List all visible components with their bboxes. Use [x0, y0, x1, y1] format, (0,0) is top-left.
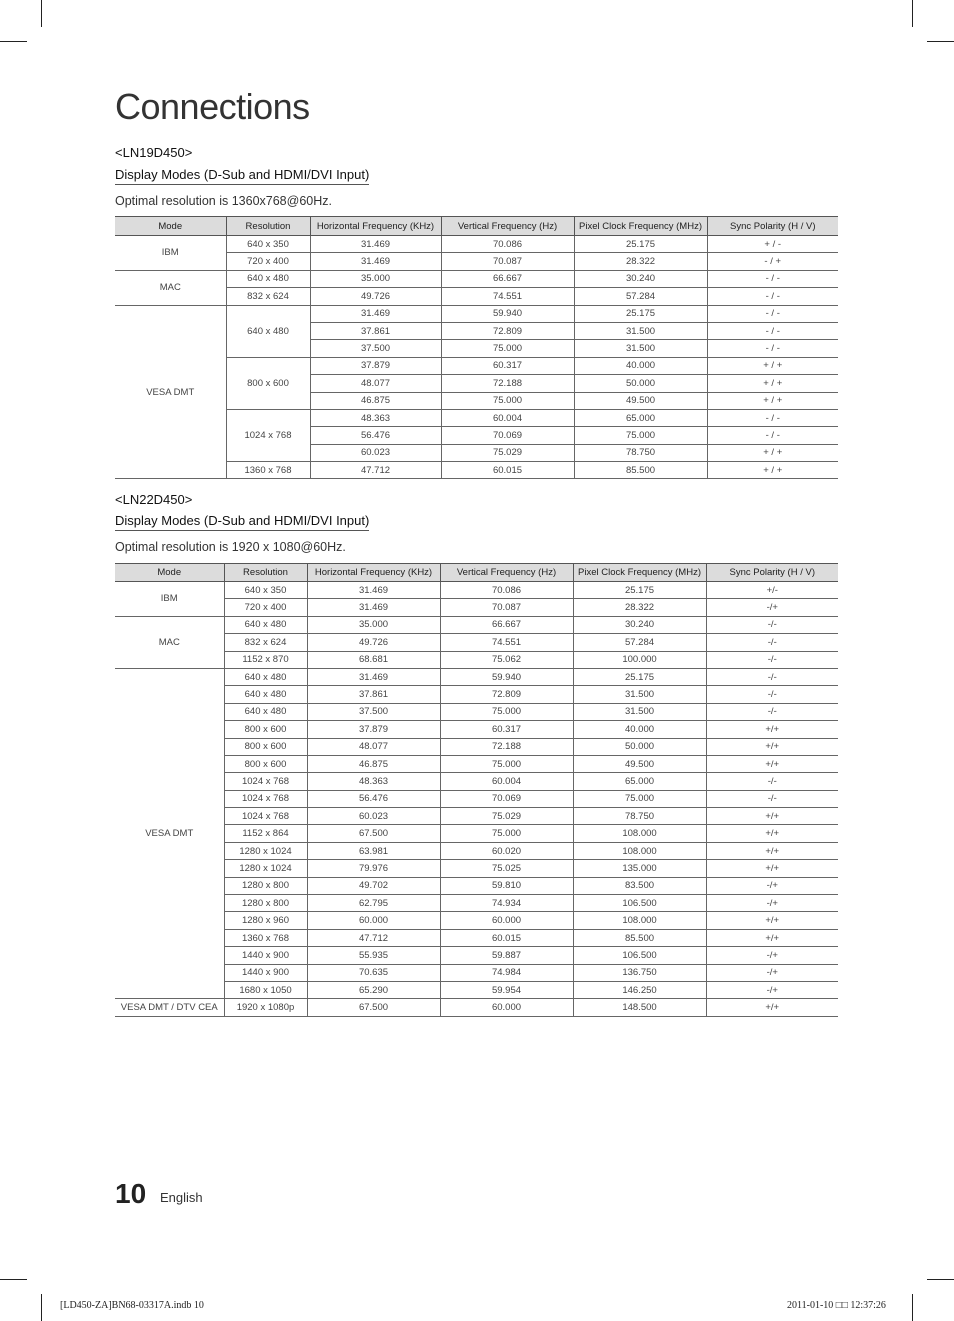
- table-header-row: [115, 217, 838, 236]
- sync-polarity-cell: + / +: [707, 357, 838, 374]
- pixel-clock-cell: 25.175: [573, 668, 706, 685]
- sync-polarity-cell: +/+: [706, 999, 838, 1016]
- sync-polarity-cell: - / -: [707, 340, 838, 357]
- vertical-frequency-cell: 75.025: [440, 860, 573, 877]
- vertical-frequency-cell: 72.809: [441, 322, 574, 339]
- pixel-clock-cell: 25.175: [574, 236, 707, 253]
- resolution-cell: 800 x 600: [224, 738, 307, 755]
- table-row: [115, 790, 838, 807]
- vertical-frequency-cell: 70.069: [440, 790, 573, 807]
- sync-polarity-cell: -/+: [706, 981, 838, 998]
- column-header: Pixel Clock Frequency (MHz): [573, 564, 706, 582]
- column-header: Horizontal Frequency (KHz): [310, 217, 441, 236]
- optimal-resolution-2: Optimal resolution is 1920 x 1080@60Hz.: [115, 540, 346, 554]
- resolution-cell: 640 x 350: [226, 236, 310, 253]
- pixel-clock-cell: 49.500: [573, 755, 706, 772]
- resolution-cell: 640 x 480: [224, 703, 307, 720]
- horizontal-frequency-cell: 46.875: [310, 392, 441, 409]
- table-row: [115, 773, 838, 790]
- column-header: Resolution: [224, 564, 307, 582]
- mode-cell: IBM: [115, 582, 224, 617]
- crop-mark: [927, 1279, 954, 1280]
- mode-cell: MAC: [115, 616, 224, 668]
- vertical-frequency-cell: 75.062: [440, 651, 573, 668]
- resolution-cell: 1680 x 1050: [224, 981, 307, 998]
- horizontal-frequency-cell: 47.712: [310, 462, 441, 479]
- pixel-clock-cell: 85.500: [574, 462, 707, 479]
- vertical-frequency-cell: 75.029: [440, 808, 573, 825]
- horizontal-frequency-cell: 67.500: [307, 825, 440, 842]
- crop-mark: [912, 1294, 913, 1321]
- column-header: Sync Polarity (H / V): [707, 217, 838, 236]
- vertical-frequency-cell: 60.020: [440, 842, 573, 859]
- pixel-clock-cell: 78.750: [574, 444, 707, 461]
- mode-cell: VESA DMT: [115, 668, 224, 998]
- model-label-ln22d450: <LN22D450>: [115, 492, 193, 507]
- horizontal-frequency-cell: 37.500: [310, 340, 441, 357]
- resolution-cell: 640 x 480: [224, 686, 307, 703]
- horizontal-frequency-cell: 65.290: [307, 981, 440, 998]
- table-row: [115, 964, 838, 981]
- vertical-frequency-cell: 66.667: [441, 270, 574, 287]
- table-row: [115, 686, 838, 703]
- mode-cell: MAC: [115, 270, 226, 305]
- resolution-cell: 640 x 480: [224, 668, 307, 685]
- vertical-frequency-cell: 70.086: [440, 582, 573, 599]
- sync-polarity-cell: - / -: [707, 409, 838, 426]
- horizontal-frequency-cell: 70.635: [307, 964, 440, 981]
- column-header: Mode: [115, 217, 226, 236]
- pixel-clock-cell: 40.000: [573, 721, 706, 738]
- pixel-clock-cell: 78.750: [573, 808, 706, 825]
- horizontal-frequency-cell: 31.469: [307, 668, 440, 685]
- vertical-frequency-cell: 72.188: [441, 375, 574, 392]
- table-row: [115, 599, 838, 616]
- sync-polarity-cell: -/-: [706, 703, 838, 720]
- table-row: [115, 912, 838, 929]
- table-row: [115, 808, 838, 825]
- pixel-clock-cell: 100.000: [573, 651, 706, 668]
- vertical-frequency-cell: 75.029: [441, 444, 574, 461]
- horizontal-frequency-cell: 37.861: [310, 322, 441, 339]
- table-row: [115, 703, 838, 720]
- sync-polarity-cell: -/+: [706, 964, 838, 981]
- column-header: Pixel Clock Frequency (MHz): [574, 217, 707, 236]
- crop-mark: [0, 1279, 27, 1280]
- column-header: Mode: [115, 564, 224, 582]
- vertical-frequency-cell: 60.317: [440, 721, 573, 738]
- crop-mark: [41, 1294, 42, 1321]
- resolution-cell: 1440 x 900: [224, 947, 307, 964]
- resolution-cell: 1024 x 768: [226, 409, 310, 461]
- resolution-cell: 1024 x 768: [224, 808, 307, 825]
- vertical-frequency-cell: 60.000: [440, 912, 573, 929]
- model-label-ln19d450: <LN19D450>: [115, 145, 193, 160]
- sync-polarity-cell: -/-: [706, 616, 838, 633]
- vertical-frequency-cell: 75.000: [441, 340, 574, 357]
- table-row: [115, 651, 838, 668]
- pixel-clock-cell: 57.284: [574, 288, 707, 305]
- horizontal-frequency-cell: 49.726: [307, 634, 440, 651]
- resolution-cell: 720 x 400: [224, 599, 307, 616]
- horizontal-frequency-cell: 31.469: [310, 253, 441, 270]
- resolution-cell: 1280 x 1024: [224, 842, 307, 859]
- vertical-frequency-cell: 70.087: [441, 253, 574, 270]
- resolution-cell: 800 x 600: [224, 755, 307, 772]
- vertical-frequency-cell: 75.000: [440, 755, 573, 772]
- resolution-cell: 832 x 624: [226, 288, 310, 305]
- horizontal-frequency-cell: 35.000: [307, 616, 440, 633]
- pixel-clock-cell: 108.000: [573, 912, 706, 929]
- sync-polarity-cell: -/-: [706, 668, 838, 685]
- vertical-frequency-cell: 70.069: [441, 427, 574, 444]
- resolution-cell: 1024 x 768: [224, 773, 307, 790]
- resolution-cell: 1024 x 768: [224, 790, 307, 807]
- table-row: [115, 721, 838, 738]
- vertical-frequency-cell: 75.000: [441, 392, 574, 409]
- horizontal-frequency-cell: 56.476: [310, 427, 441, 444]
- pixel-clock-cell: 85.500: [573, 929, 706, 946]
- resolution-cell: 1360 x 768: [226, 462, 310, 479]
- vertical-frequency-cell: 75.000: [440, 825, 573, 842]
- resolution-cell: 1280 x 960: [224, 912, 307, 929]
- horizontal-frequency-cell: 67.500: [307, 999, 440, 1016]
- horizontal-frequency-cell: 48.363: [310, 409, 441, 426]
- sync-polarity-cell: +/+: [706, 912, 838, 929]
- resolution-cell: 1440 x 900: [224, 964, 307, 981]
- table-row: [115, 860, 838, 877]
- vertical-frequency-cell: 72.809: [440, 686, 573, 703]
- horizontal-frequency-cell: 49.702: [307, 877, 440, 894]
- vertical-frequency-cell: 60.015: [440, 929, 573, 946]
- pixel-clock-cell: 57.284: [573, 634, 706, 651]
- horizontal-frequency-cell: 47.712: [307, 929, 440, 946]
- table-row: [115, 582, 838, 599]
- vertical-frequency-cell: 70.086: [441, 236, 574, 253]
- mode-cell: VESA DMT / DTV CEA: [115, 999, 224, 1016]
- horizontal-frequency-cell: 37.879: [307, 721, 440, 738]
- table-header-row: [115, 564, 838, 582]
- sync-polarity-cell: + / +: [707, 444, 838, 461]
- vertical-frequency-cell: 74.934: [440, 895, 573, 912]
- crop-mark: [927, 41, 954, 42]
- sync-polarity-cell: -/-: [706, 634, 838, 651]
- table-row: [115, 842, 838, 859]
- horizontal-frequency-cell: 60.023: [307, 808, 440, 825]
- sync-polarity-cell: +/+: [706, 738, 838, 755]
- pixel-clock-cell: 75.000: [574, 427, 707, 444]
- sync-polarity-cell: - / -: [707, 322, 838, 339]
- sync-polarity-cell: - / +: [707, 253, 838, 270]
- page-number: 10: [115, 1178, 147, 1209]
- page-title: Connections: [115, 86, 310, 127]
- pixel-clock-cell: 136.750: [573, 964, 706, 981]
- table-row: [115, 999, 838, 1016]
- pixel-clock-cell: 108.000: [573, 825, 706, 842]
- sync-polarity-cell: -/-: [706, 790, 838, 807]
- horizontal-frequency-cell: 31.469: [307, 582, 440, 599]
- sync-polarity-cell: +/+: [706, 808, 838, 825]
- crop-mark: [912, 0, 913, 27]
- resolution-cell: 1152 x 870: [224, 651, 307, 668]
- vertical-frequency-cell: 59.810: [440, 877, 573, 894]
- sync-polarity-cell: -/-: [706, 651, 838, 668]
- sync-polarity-cell: +/+: [706, 860, 838, 877]
- pixel-clock-cell: 148.500: [573, 999, 706, 1016]
- table-row: [115, 668, 838, 685]
- sync-polarity-cell: -/+: [706, 877, 838, 894]
- pixel-clock-cell: 50.000: [573, 738, 706, 755]
- pixel-clock-cell: 50.000: [574, 375, 707, 392]
- resolution-cell: 640 x 480: [224, 616, 307, 633]
- resolution-cell: 720 x 400: [226, 253, 310, 270]
- horizontal-frequency-cell: 31.469: [310, 305, 441, 322]
- resolution-cell: 640 x 480: [226, 305, 310, 357]
- table-row: [115, 981, 838, 998]
- sync-polarity-cell: + / +: [707, 462, 838, 479]
- sync-polarity-cell: + / -: [707, 236, 838, 253]
- sync-polarity-cell: - / -: [707, 305, 838, 322]
- vertical-frequency-cell: 74.551: [441, 288, 574, 305]
- pixel-clock-cell: 65.000: [574, 409, 707, 426]
- horizontal-frequency-cell: 79.976: [307, 860, 440, 877]
- vertical-frequency-cell: 72.188: [440, 738, 573, 755]
- table-row: [115, 929, 838, 946]
- pixel-clock-cell: 106.500: [573, 947, 706, 964]
- horizontal-frequency-cell: 55.935: [307, 947, 440, 964]
- table-row: [115, 755, 838, 772]
- table-row: [115, 305, 838, 322]
- display-modes-heading-1: Display Modes (D-Sub and HDMI/DVI Input): [115, 167, 369, 185]
- horizontal-frequency-cell: 37.500: [307, 703, 440, 720]
- horizontal-frequency-cell: 35.000: [310, 270, 441, 287]
- pixel-clock-cell: 28.322: [574, 253, 707, 270]
- crop-mark: [0, 41, 27, 42]
- print-timestamp: 2011-01-10 □□ 12:37:26: [787, 1300, 886, 1311]
- resolution-cell: 832 x 624: [224, 634, 307, 651]
- optimal-resolution-1: Optimal resolution is 1360x768@60Hz.: [115, 194, 332, 208]
- horizontal-frequency-cell: 48.363: [307, 773, 440, 790]
- table-row: [115, 738, 838, 755]
- pixel-clock-cell: 31.500: [574, 340, 707, 357]
- vertical-frequency-cell: 60.317: [441, 357, 574, 374]
- table-row: [115, 634, 838, 651]
- horizontal-frequency-cell: 49.726: [310, 288, 441, 305]
- table-row: [115, 895, 838, 912]
- vertical-frequency-cell: 75.000: [440, 703, 573, 720]
- sync-polarity-cell: -/+: [706, 947, 838, 964]
- pixel-clock-cell: 30.240: [574, 270, 707, 287]
- sync-polarity-cell: +/+: [706, 929, 838, 946]
- sync-polarity-cell: +/+: [706, 721, 838, 738]
- resolution-cell: 1280 x 800: [224, 877, 307, 894]
- table-row: [115, 877, 838, 894]
- resolution-cell: 1280 x 800: [224, 895, 307, 912]
- vertical-frequency-cell: 66.667: [440, 616, 573, 633]
- vertical-frequency-cell: 60.004: [440, 773, 573, 790]
- pixel-clock-cell: 25.175: [574, 305, 707, 322]
- pixel-clock-cell: 49.500: [574, 392, 707, 409]
- sync-polarity-cell: + / +: [707, 392, 838, 409]
- vertical-frequency-cell: 60.015: [441, 462, 574, 479]
- pixel-clock-cell: 106.500: [573, 895, 706, 912]
- pixel-clock-cell: 65.000: [573, 773, 706, 790]
- pixel-clock-cell: 31.500: [573, 703, 706, 720]
- resolution-cell: 1152 x 864: [224, 825, 307, 842]
- vertical-frequency-cell: 70.087: [440, 599, 573, 616]
- column-header: Resolution: [226, 217, 310, 236]
- column-header: Sync Polarity (H / V): [706, 564, 838, 582]
- pixel-clock-cell: 31.500: [574, 322, 707, 339]
- pixel-clock-cell: 75.000: [573, 790, 706, 807]
- pixel-clock-cell: 40.000: [574, 357, 707, 374]
- display-modes-heading-2: Display Modes (D-Sub and HDMI/DVI Input): [115, 513, 369, 531]
- table-row: [115, 947, 838, 964]
- horizontal-frequency-cell: 37.879: [310, 357, 441, 374]
- resolution-cell: 1280 x 1024: [224, 860, 307, 877]
- vertical-frequency-cell: 60.004: [441, 409, 574, 426]
- horizontal-frequency-cell: 37.861: [307, 686, 440, 703]
- display-modes-table-2: [115, 563, 838, 1017]
- page-language: English: [160, 1190, 203, 1205]
- horizontal-frequency-cell: 56.476: [307, 790, 440, 807]
- sync-polarity-cell: -/+: [706, 895, 838, 912]
- resolution-cell: 800 x 600: [226, 357, 310, 409]
- horizontal-frequency-cell: 63.981: [307, 842, 440, 859]
- pixel-clock-cell: 30.240: [573, 616, 706, 633]
- horizontal-frequency-cell: 62.795: [307, 895, 440, 912]
- vertical-frequency-cell: 74.984: [440, 964, 573, 981]
- display-modes-table-1: [115, 216, 838, 479]
- sync-polarity-cell: - / -: [707, 427, 838, 444]
- vertical-frequency-cell: 59.940: [441, 305, 574, 322]
- horizontal-frequency-cell: 31.469: [307, 599, 440, 616]
- table-row: [115, 616, 838, 633]
- horizontal-frequency-cell: 60.000: [307, 912, 440, 929]
- mode-cell: IBM: [115, 236, 226, 271]
- sync-polarity-cell: - / -: [707, 288, 838, 305]
- vertical-frequency-cell: 60.000: [440, 999, 573, 1016]
- horizontal-frequency-cell: 68.681: [307, 651, 440, 668]
- horizontal-frequency-cell: 60.023: [310, 444, 441, 461]
- horizontal-frequency-cell: 48.077: [310, 375, 441, 392]
- pixel-clock-cell: 135.000: [573, 860, 706, 877]
- sync-polarity-cell: + / +: [707, 375, 838, 392]
- sync-polarity-cell: +/+: [706, 842, 838, 859]
- vertical-frequency-cell: 59.940: [440, 668, 573, 685]
- resolution-cell: 640 x 350: [224, 582, 307, 599]
- crop-mark: [41, 0, 42, 27]
- column-header: Horizontal Frequency (KHz): [307, 564, 440, 582]
- resolution-cell: 1360 x 768: [224, 929, 307, 946]
- resolution-cell: 800 x 600: [224, 721, 307, 738]
- sync-polarity-cell: +/+: [706, 825, 838, 842]
- resolution-cell: 640 x 480: [226, 270, 310, 287]
- pixel-clock-cell: 31.500: [573, 686, 706, 703]
- pixel-clock-cell: 108.000: [573, 842, 706, 859]
- vertical-frequency-cell: 59.887: [440, 947, 573, 964]
- pixel-clock-cell: 28.322: [573, 599, 706, 616]
- table-row: [115, 825, 838, 842]
- column-header: Vertical Frequency (Hz): [441, 217, 574, 236]
- sync-polarity-cell: +/-: [706, 582, 838, 599]
- sync-polarity-cell: -/-: [706, 686, 838, 703]
- sync-polarity-cell: -/-: [706, 773, 838, 790]
- pixel-clock-cell: 83.500: [573, 877, 706, 894]
- column-header: Vertical Frequency (Hz): [440, 564, 573, 582]
- sync-polarity-cell: - / -: [707, 270, 838, 287]
- vertical-frequency-cell: 59.954: [440, 981, 573, 998]
- table-row: [115, 270, 838, 287]
- horizontal-frequency-cell: 48.077: [307, 738, 440, 755]
- mode-cell: VESA DMT: [115, 305, 226, 479]
- pixel-clock-cell: 146.250: [573, 981, 706, 998]
- pixel-clock-cell: 25.175: [573, 582, 706, 599]
- sync-polarity-cell: -/+: [706, 599, 838, 616]
- horizontal-frequency-cell: 46.875: [307, 755, 440, 772]
- table-row: [115, 236, 838, 253]
- horizontal-frequency-cell: 31.469: [310, 236, 441, 253]
- vertical-frequency-cell: 74.551: [440, 634, 573, 651]
- resolution-cell: 1920 x 1080p: [224, 999, 307, 1016]
- file-info: [LD450-ZA]BN68-03317A.indb 10: [60, 1300, 204, 1311]
- sync-polarity-cell: +/+: [706, 755, 838, 772]
